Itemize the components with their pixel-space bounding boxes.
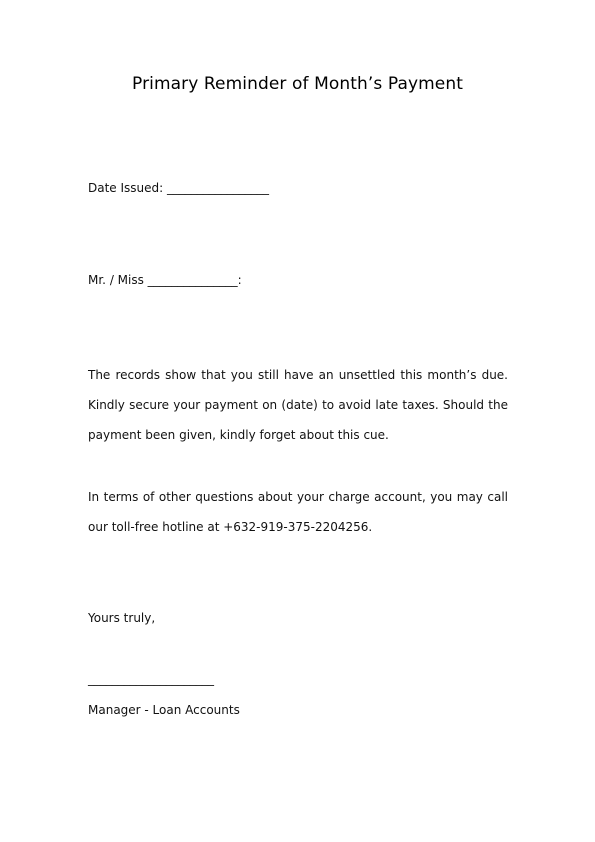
signature-line: _____________________ <box>88 672 214 686</box>
signature-title: Manager - Loan Accounts <box>88 703 240 717</box>
body-paragraph-2: In terms of other questions about your charge account, you may call our toll-free hotline at +632-919-375-2204256. <box>88 490 508 534</box>
document-title: Primary Reminder of Month’s Payment <box>132 74 463 94</box>
salutation-line: Mr. / Miss _______________: <box>88 273 242 287</box>
closing-line: Yours truly, <box>88 611 156 625</box>
date-issued-line: Date Issued: _________________ <box>88 181 270 195</box>
body-paragraph-1: The records show that you still have an unsettled this month’s due. Kindly secure your payment on (date) to avoid late taxes. Should the payment been given, kindly forget about this cue. <box>88 368 508 442</box>
